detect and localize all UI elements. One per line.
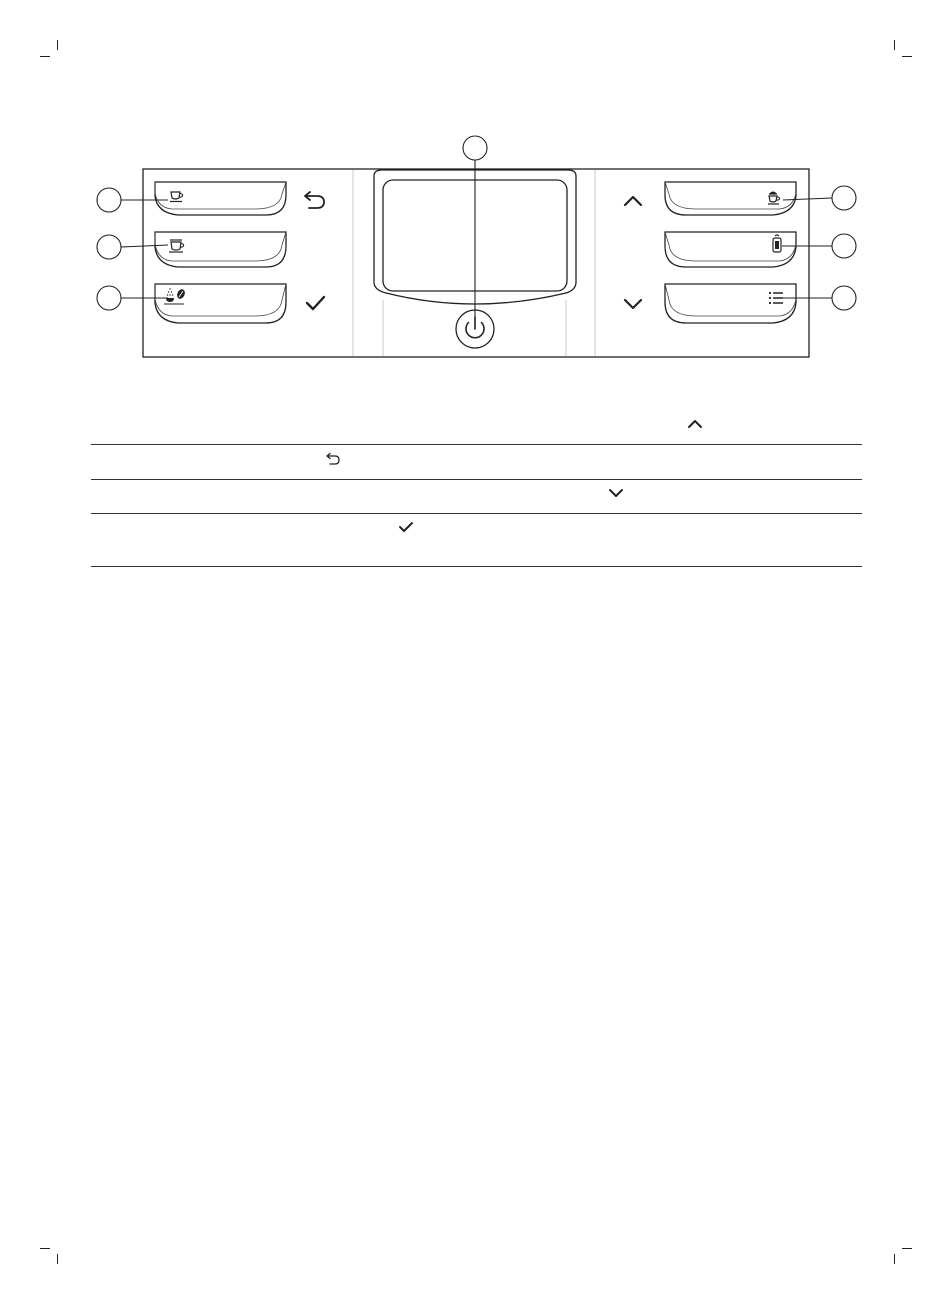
callout-circle-2	[97, 235, 121, 259]
latte-macchiato-button[interactable]	[665, 232, 796, 267]
callout-circle-4	[463, 136, 487, 160]
espresso-cup-icon	[170, 192, 183, 202]
espresso-button[interactable]	[155, 182, 286, 215]
callout-circle-7	[832, 286, 856, 310]
checkmark-icon	[398, 520, 414, 534]
back-button[interactable]	[305, 192, 324, 208]
crop-mark-bottom-left	[40, 1248, 50, 1249]
callout-circle-1	[97, 188, 121, 212]
up-button[interactable]	[625, 197, 641, 205]
control-panel-diagram	[0, 0, 952, 420]
back-arrow-icon	[305, 192, 324, 208]
callout-circle-6	[832, 234, 856, 258]
menu-button[interactable]	[665, 284, 796, 323]
up-arrow-icon	[687, 418, 703, 430]
down-arrow-icon	[608, 487, 624, 499]
callout-circle-5	[832, 186, 856, 210]
callout-circle-3	[97, 286, 121, 310]
callout-line-2	[121, 245, 168, 247]
aroma-strength-button[interactable]	[155, 284, 286, 323]
crop-mark-bottom-left-v	[57, 1254, 58, 1264]
coffee-button[interactable]	[155, 232, 286, 267]
table-rule-4	[91, 566, 862, 567]
down-arrow-icon	[625, 300, 641, 308]
back-arrow-icon	[325, 452, 341, 466]
crop-mark-bottom-right-v	[894, 1254, 895, 1264]
menu-list-icon	[769, 292, 783, 304]
table-rule-1	[91, 444, 862, 445]
down-button[interactable]	[625, 300, 641, 308]
cappuccino-button[interactable]	[665, 182, 796, 215]
ok-button[interactable]	[307, 297, 324, 309]
ground-coffee-bean-icon	[164, 288, 186, 304]
cappuccino-cup-icon	[768, 192, 780, 205]
table-rule-2	[91, 479, 862, 480]
up-arrow-icon	[625, 197, 641, 205]
checkmark-icon	[307, 297, 324, 309]
callout-line-5	[783, 198, 832, 200]
table-rule-3	[91, 513, 862, 514]
coffee-cup-icon	[169, 240, 184, 252]
latte-glass-icon	[773, 235, 781, 252]
crop-mark-bottom-right	[902, 1248, 912, 1249]
